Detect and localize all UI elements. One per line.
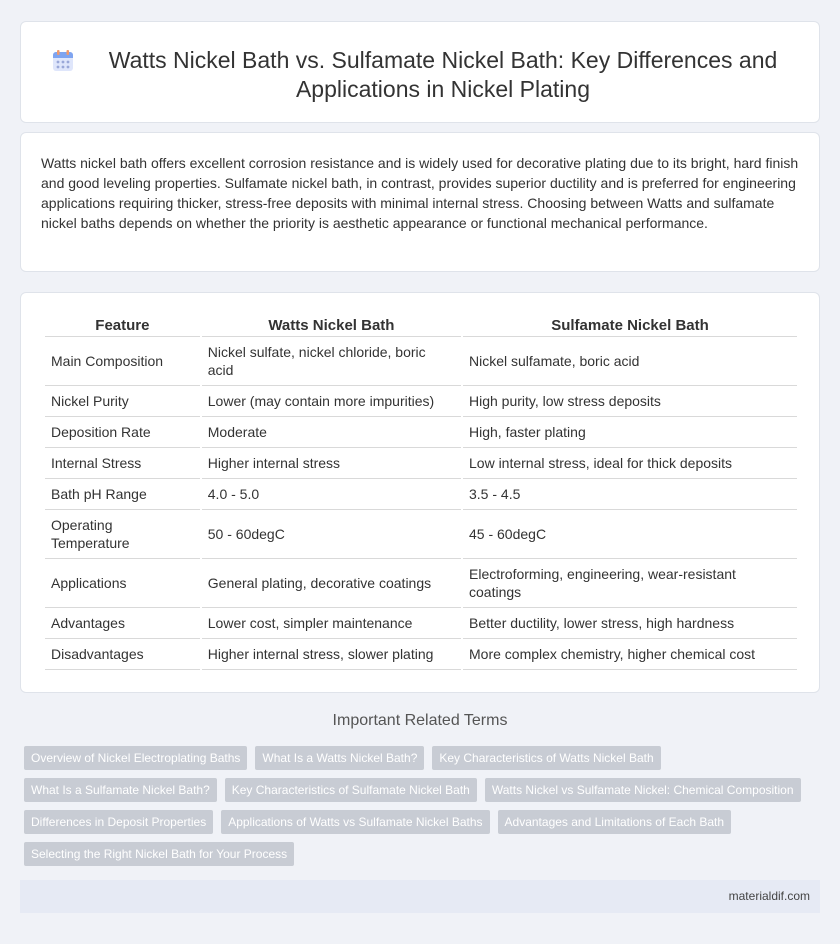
table-row [45,417,797,448]
intro-paragraph: Watts nickel bath offers excellent corrosion resistance and is widely used for decorative plating due to its bright, hard finish and good leveling properties. Sulfamate nickel bath, in contrast, provides superior ductility and is preferred for engineering applications requiring thicker, stress-free deposits with minimal internal stress. Choosing between Watts and sulfamate nickel baths depends on whether the priority is aesthetic appearance or functional mechanical performance. [41,155,799,231]
table-row [45,448,797,479]
table-header-row [45,313,797,337]
watts-cell: Moderate [202,417,461,448]
watts-cell: Lower (may contain more impurities) [202,386,461,417]
feature-cell: Disadvantages [45,639,200,670]
sulfamate-cell: 3.5 - 4.5 [463,479,797,510]
feature-cell: Applications [45,559,200,608]
feature-cell: Internal Stress [45,448,200,479]
title-wrap [21,22,819,104]
sulfamate-cell: Better ductility, lower stress, high hardness [463,608,797,639]
related-terms-tags [20,746,820,874]
related-term-tag[interactable]: Key Characteristics of Sulfamate Nickel Bath [225,778,477,802]
comparison-table-card [20,292,820,693]
related-term-tag[interactable]: What Is a Sulfamate Nickel Bath? [24,778,217,802]
related-term-tag[interactable]: What Is a Watts Nickel Bath? [255,746,424,770]
watts-cell: 4.0 - 5.0 [202,479,461,510]
watts-cell: Higher internal stress, slower plating [202,639,461,670]
feature-cell: Nickel Purity [45,386,200,417]
table-row [45,639,797,670]
related-term-tag[interactable]: Applications of Watts vs Sulfamate Nickel Baths [221,810,489,834]
related-term-tag[interactable]: Selecting the Right Nickel Bath for Your Process [24,842,294,866]
watts-cell: 50 - 60degC [202,510,461,559]
watts-cell: Higher internal stress [202,448,461,479]
sulfamate-cell: More complex chemistry, higher chemical cost [463,639,797,670]
table-row [45,479,797,510]
feature-cell: Deposition Rate [45,417,200,448]
sulfamate-cell: 45 - 60degC [463,510,797,559]
watts-cell: Nickel sulfate, nickel chloride, boric acid [202,337,461,386]
related-terms-section [20,712,820,874]
title-card [20,21,820,123]
related-term-tag[interactable]: Advantages and Limitations of Each Bath [498,810,731,834]
column-header-sulfamate: Sulfamate Nickel Bath [463,313,797,337]
column-header-feature: Feature [45,313,200,337]
related-term-tag[interactable]: Key Characteristics of Watts Nickel Bath [432,746,660,770]
related-term-tag[interactable]: Overview of Nickel Electroplating Baths [24,746,247,770]
footer-site-link[interactable]: materialdif.com [728,889,810,903]
sulfamate-cell: High purity, low stress deposits [463,386,797,417]
table-row [45,559,797,608]
sulfamate-cell: Low internal stress, ideal for thick deposits [463,448,797,479]
sulfamate-cell: Electroforming, engineering, wear-resistant coatings [463,559,797,608]
footer [20,880,820,913]
related-term-tag[interactable]: Watts Nickel vs Sulfamate Nickel: Chemical Composition [485,778,801,802]
feature-cell: Main Composition [45,337,200,386]
table-row [45,608,797,639]
related-terms-title: Important Related Terms [332,712,508,729]
calendar-icon [51,49,75,73]
table-row [45,337,797,386]
table-row [45,386,797,417]
column-header-watts: Watts Nickel Bath [202,313,461,337]
related-term-tag[interactable]: Differences in Deposit Properties [24,810,213,834]
sulfamate-cell: High, faster plating [463,417,797,448]
page-title: Watts Nickel Bath vs. Sulfamate Nickel Bath: Key Differences and Applications in Nickel Plating [108,47,778,102]
sulfamate-cell: Nickel sulfamate, boric acid [463,337,797,386]
table-row [45,510,797,559]
comparison-table [43,313,799,670]
intro-card [20,132,820,272]
watts-cell: General plating, decorative coatings [202,559,461,608]
feature-cell: Advantages [45,608,200,639]
watts-cell: Lower cost, simpler maintenance [202,608,461,639]
feature-cell: Bath pH Range [45,479,200,510]
feature-cell: Operating Temperature [45,510,200,559]
